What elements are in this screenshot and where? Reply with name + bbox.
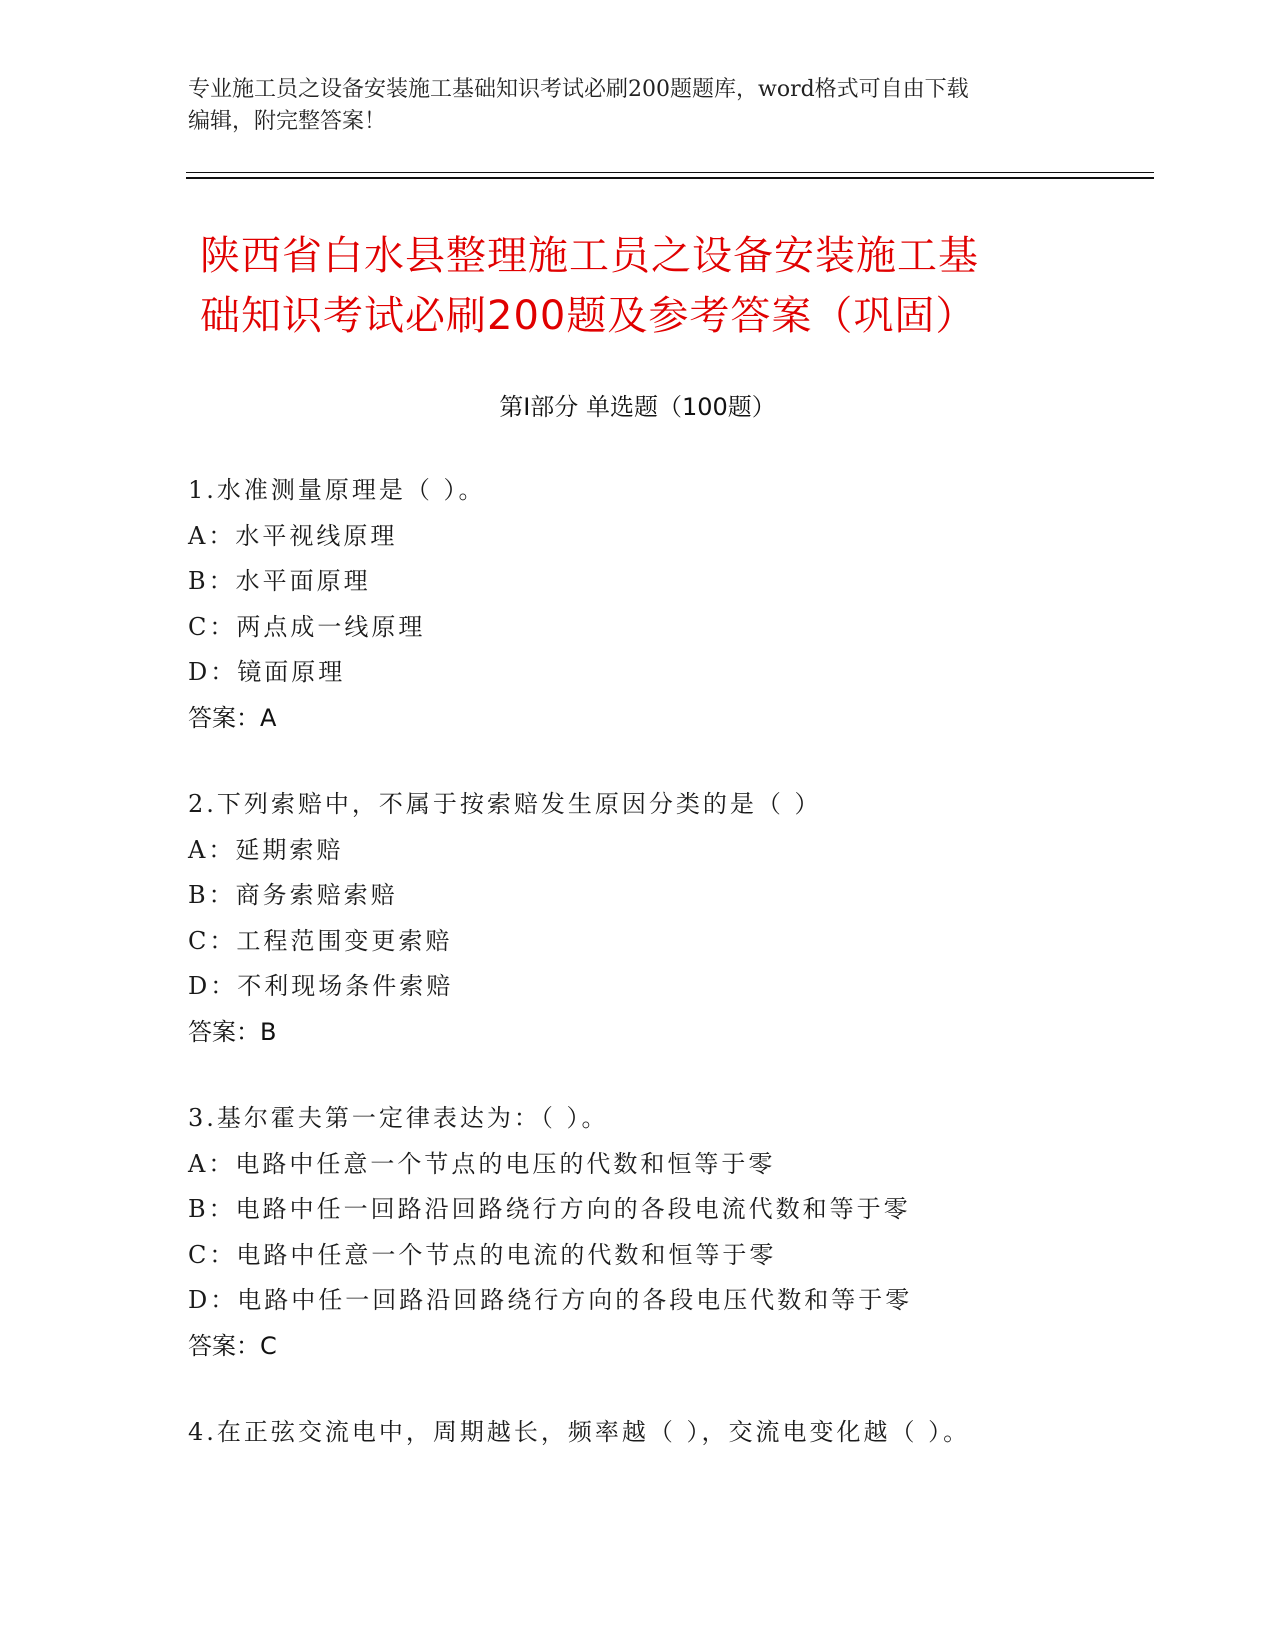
header-divider-thin — [186, 172, 1154, 173]
option-d: D：镜面原理 — [188, 658, 346, 686]
option-c: C：电路中任意一个节点的电流的代数和恒等于零 — [188, 1240, 777, 1269]
header-note — [188, 74, 1068, 138]
question-stem: 1.水准测量原理是（ ）。 — [188, 476, 486, 504]
question-4 — [188, 1410, 1168, 1456]
option-b: B：商务索赔索赔 — [188, 881, 398, 909]
answer: 答案：B — [188, 1017, 277, 1046]
answer: 答案：C — [188, 1331, 277, 1360]
option-a: A：延期索赔 — [188, 835, 344, 864]
option-b: B：电路中任一回路沿回路绕行方向的各段电流代数和等于零 — [188, 1195, 911, 1223]
header-note-line-2: 编辑，附完整答案！ — [188, 109, 387, 134]
option-d: D：电路中任一回路沿回路绕行方向的各段电压代数和等于零 — [188, 1286, 913, 1314]
option-c: C：两点成一线原理 — [188, 612, 426, 641]
document-title-line-2: 础知识考试必刷200题及参考答案（巩固） — [200, 293, 977, 339]
option-a: A：水平视线原理 — [188, 521, 398, 550]
option-c: C：工程范围变更索赔 — [188, 926, 453, 955]
question-stem: 3.基尔霍夫第一定律表达为：（ ）。 — [188, 1104, 609, 1132]
document-title — [200, 226, 1100, 346]
question-stem: 4.在正弦交流电中，周期越长，频率越（ ），交流电变化越（ ）。 — [188, 1418, 971, 1446]
document-title-line-1: 陕西省白水县整理施工员之设备安装施工基 — [200, 233, 979, 279]
question-2 — [188, 782, 1168, 1055]
header-divider-thick — [186, 177, 1154, 179]
option-d: D：不利现场条件索赔 — [188, 972, 454, 1000]
header-note-line-1: 专业施工员之设备安装施工基础知识考试必刷200题题库，word格式可自由下载 — [188, 77, 969, 102]
section-title: 第Ⅰ部分 单选题（100题） — [499, 393, 776, 421]
answer: 答案：A — [188, 703, 277, 732]
question-3 — [188, 1096, 1168, 1369]
question-1 — [188, 468, 1168, 741]
question-stem: 2.下列索赔中，不属于按索赔发生原因分类的是（ ） — [188, 790, 822, 818]
option-b: B：水平面原理 — [188, 567, 371, 595]
option-a: A：电路中任意一个节点的电压的代数和恒等于零 — [188, 1149, 776, 1178]
